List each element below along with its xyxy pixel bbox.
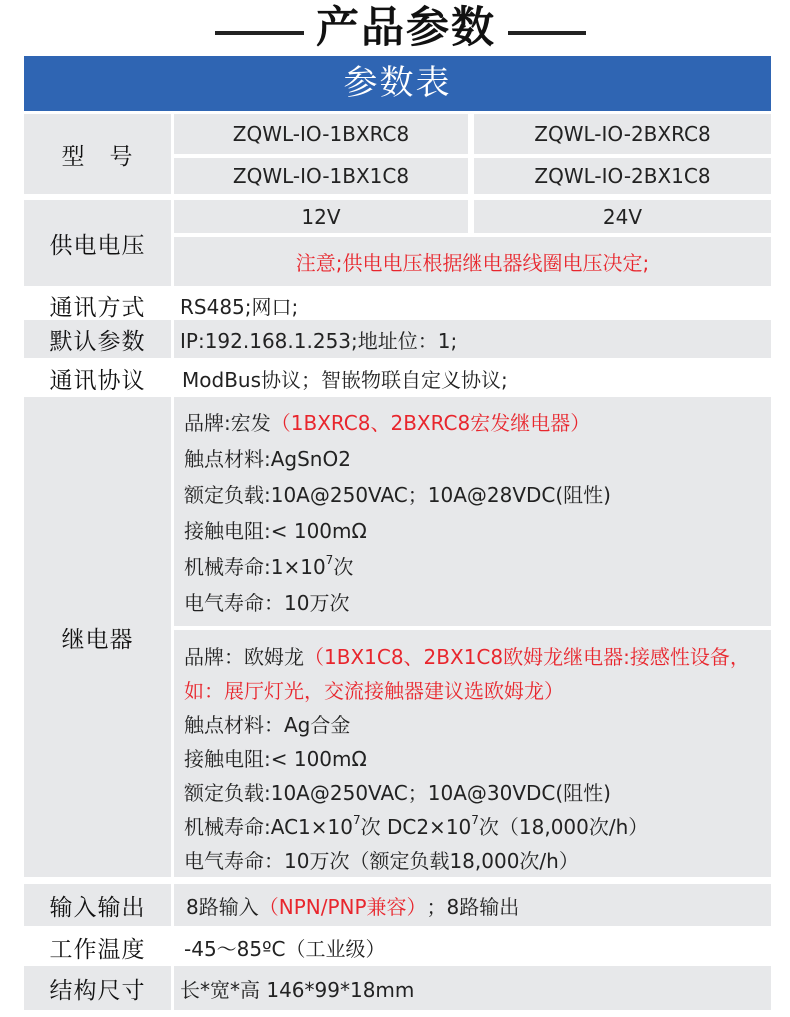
relay2-brand-line — [184, 640, 771, 674]
voltage-note: 注意;供电电压根据继电器线圈电压决定; — [174, 237, 771, 286]
page-title: 产品参数 — [316, 3, 496, 53]
relay2-mech-life — [184, 810, 771, 844]
relay1-brand-line — [184, 405, 771, 441]
relay2-elec-life: 电气寿命：10万次（额定负载18,000次/h） — [184, 849, 579, 873]
temp-label: 工作温度 — [24, 930, 171, 964]
title-rule-right — [508, 31, 586, 35]
model-value-4: ZQWL-IO-2BX1C8 — [474, 158, 771, 194]
model-value-2: ZQWL-IO-2BXRC8 — [474, 114, 771, 154]
relay2-load: 额定负载:10A@250VAC；10A@30VDC(阻性) — [184, 781, 611, 805]
relay-label: 继电器 — [24, 397, 171, 877]
model-value-3: ZQWL-IO-1BX1C8 — [174, 158, 468, 194]
default-label: 默认参数 — [24, 320, 171, 358]
size-label: 结构尺寸 — [24, 966, 171, 1010]
relay2-mech-life-exp2: 7 — [471, 813, 479, 828]
model-value-1: ZQWL-IO-1BXRC8 — [174, 114, 468, 154]
comm-value: RS485;网口; — [174, 290, 771, 320]
relay2-mech-life-c: 次（18,000次/h） — [478, 815, 649, 839]
relay-block-hongfa — [174, 397, 771, 626]
io-suffix: ；8路输出 — [426, 894, 520, 919]
relay1-brand-note: （1BXRC8、2BXRC8宏发继电器） — [270, 411, 591, 435]
relay2-brand-note-2: 如：展厅灯光，交流接触器建议选欧姆龙） — [184, 679, 564, 703]
voltage-value-24v: 24V — [474, 200, 771, 233]
protocol-label: 通讯协议 — [24, 362, 171, 395]
table-header: 参数表 — [24, 56, 771, 111]
relay2-mech-life-a: 机械寿命:AC1×10 — [184, 815, 353, 839]
protocol-value: ModBus协议；智嵌物联自定义协议; — [174, 362, 771, 395]
relay1-mech-life — [184, 549, 771, 585]
relay1-elec-life: 电气寿命：10万次 — [184, 591, 350, 615]
relay2-mech-life-b: 次 DC2×10 — [360, 815, 472, 839]
relay2-brand-note-1: （1BX1C8、2BX1C8欧姆龙继电器:接感性设备， — [304, 645, 750, 669]
relay2-mech-life-exp1: 7 — [352, 813, 361, 828]
relay1-mech-life-exp: 7 — [325, 553, 334, 568]
relay-block-omron — [174, 630, 771, 877]
relay1-mech-life-b: 次 — [333, 555, 354, 579]
title-rule-left — [215, 31, 304, 35]
temp-value: -45～85ºC（工业级） — [174, 930, 771, 964]
io-value — [174, 884, 771, 926]
size-value: 长*宽*高 146*99*18mm — [174, 966, 771, 1010]
model-label: 型 号 — [24, 114, 171, 194]
relay2-resistance: 接触电阻:< 100mΩ — [184, 747, 367, 771]
io-note: （NPN/PNP兼容） — [258, 894, 427, 919]
default-value: IP:192.168.1.253;地址位：1; — [174, 320, 771, 358]
io-label: 输入输出 — [24, 884, 171, 926]
comm-label: 通讯方式 — [24, 290, 171, 320]
relay1-material: 触点材料:AgSnO2 — [184, 447, 351, 471]
relay1-brand: 品牌:宏发 — [184, 411, 271, 435]
relay2-brand: 品牌：欧姆龙 — [184, 645, 304, 669]
relay2-material: 触点材料：Ag合金 — [184, 713, 351, 737]
page-title-area — [0, 0, 790, 56]
relay1-load: 额定负载:10A@250VAC；10A@28VDC(阻性) — [184, 483, 611, 507]
voltage-label: 供电电压 — [24, 200, 171, 286]
relay1-resistance: 接触电阻:< 100mΩ — [184, 519, 367, 543]
relay1-mech-life-a: 机械寿命:1×10 — [184, 555, 326, 579]
voltage-value-12v: 12V — [174, 200, 468, 233]
io-prefix: 8路输入 — [186, 894, 259, 919]
